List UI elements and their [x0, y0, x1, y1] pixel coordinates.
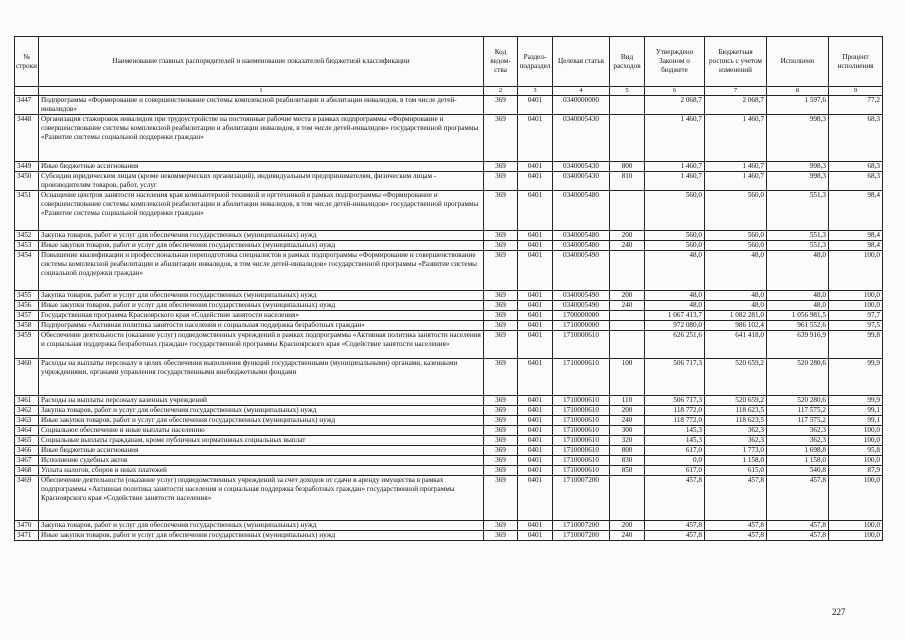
target-item: 0340000000 — [553, 96, 610, 115]
execution-percent: 68,3 — [829, 162, 883, 172]
item-name: Обеспечение деятельности (оказание услуг) подведомственных учреждений в рамках подпрограммы «Активная политика занятости населения и социальная поддержка безработных граждан» государственной программы Красноярского края «Содействие занятости населения» — [39, 331, 484, 359]
executed-amount: 457,8 — [767, 531, 829, 541]
execution-percent: 100,0 — [829, 456, 883, 466]
target-item: 0340005480 — [553, 241, 610, 251]
target-item: 0340005490 — [553, 291, 610, 301]
target-item: 1710000610 — [553, 426, 610, 436]
approved-amount: 1 460,7 — [645, 172, 705, 191]
item-name: Иные закупки товаров, работ и услуг для обеспечения государственных (муниципальных) нужд — [39, 531, 484, 541]
table-row — [15, 231, 883, 241]
header-percent: Процент исполнения — [829, 37, 883, 87]
section-code: 0401 — [518, 476, 553, 521]
executed-amount: 551,3 — [767, 231, 829, 241]
row-number: 3463 — [15, 416, 39, 426]
item-name: Повышение квалификации и профессиональная переподготовка специалистов в рамках подпрограммы «Формирование и совершенствование системы комплексной реабилитации и абилитации инвалидов, в том числе детей-инвалидов» государственной программы «Развитие системы социальной поддержки граждан» — [39, 251, 484, 291]
execution-percent: 100,0 — [829, 521, 883, 531]
column-number: 3 — [518, 87, 553, 96]
revised-amount: 2 068,7 — [705, 96, 767, 115]
item-name: Государственная программа Красноярского края «Содействие занятости населения» — [39, 311, 484, 321]
approved-amount: 145,3 — [645, 426, 705, 436]
approved-amount: 617,0 — [645, 446, 705, 456]
table-row — [15, 426, 883, 436]
expense-type: 810 — [610, 172, 645, 191]
execution-percent: 99,9 — [829, 359, 883, 396]
target-item: 1710000610 — [553, 331, 610, 359]
table-row — [15, 531, 883, 541]
row-number: 3454 — [15, 251, 39, 291]
target-item: 1710007200 — [553, 476, 610, 521]
table-row — [15, 251, 883, 291]
approved-amount: 145,3 — [645, 436, 705, 446]
approved-amount: 0,0 — [645, 456, 705, 466]
section-code: 0401 — [518, 396, 553, 406]
revised-amount: 1 460,7 — [705, 115, 767, 162]
table-body — [15, 96, 883, 541]
approved-amount: 457,8 — [645, 531, 705, 541]
expense-type — [610, 96, 645, 115]
header-executed: Исполнено — [767, 37, 829, 87]
section-code: 0401 — [518, 191, 553, 231]
execution-percent: 98,4 — [829, 241, 883, 251]
column-number — [15, 87, 39, 96]
executed-amount: 551,3 — [767, 241, 829, 251]
revised-amount: 362,3 — [705, 426, 767, 436]
table-row — [15, 521, 883, 531]
executed-amount: 457,8 — [767, 521, 829, 531]
execution-percent: 100,0 — [829, 426, 883, 436]
section-code: 0401 — [518, 331, 553, 359]
section-code: 0401 — [518, 311, 553, 321]
approved-amount: 560,0 — [645, 241, 705, 251]
approved-amount: 972 080,0 — [645, 321, 705, 331]
department-code: 369 — [484, 115, 518, 162]
column-number: 8 — [767, 87, 829, 96]
target-item: 1710007200 — [553, 521, 610, 531]
revised-amount: 520 659,2 — [705, 359, 767, 396]
column-number: 9 — [829, 87, 883, 96]
header-row-number: № строки — [15, 37, 39, 87]
section-code: 0401 — [518, 115, 553, 162]
table-row — [15, 172, 883, 191]
revised-amount: 118 623,5 — [705, 406, 767, 416]
row-number: 3451 — [15, 191, 39, 231]
row-number: 3467 — [15, 456, 39, 466]
department-code: 369 — [484, 521, 518, 531]
revised-amount: 1 460,7 — [705, 172, 767, 191]
target-item: 0340005480 — [553, 231, 610, 241]
executed-amount: 961 552,6 — [767, 321, 829, 331]
row-number: 3468 — [15, 466, 39, 476]
item-name: Закупка товаров, работ и услуг для обеспечения государственных (муниципальных) нужд — [39, 406, 484, 416]
section-code: 0401 — [518, 416, 553, 426]
department-code: 369 — [484, 406, 518, 416]
execution-percent: 99,1 — [829, 416, 883, 426]
item-name: Иные закупки товаров, работ и услуг для обеспечения государственных (муниципальных) нужд — [39, 416, 484, 426]
table-row — [15, 466, 883, 476]
execution-percent: 97,7 — [829, 311, 883, 321]
execution-percent: 100,0 — [829, 291, 883, 301]
execution-percent: 100,0 — [829, 531, 883, 541]
executed-amount: 520 280,6 — [767, 359, 829, 396]
column-number: 6 — [645, 87, 705, 96]
column-number: 2 — [484, 87, 518, 96]
target-item: 1710007200 — [553, 531, 610, 541]
executed-amount: 457,8 — [767, 476, 829, 521]
section-code: 0401 — [518, 436, 553, 446]
expense-type: 240 — [610, 241, 645, 251]
section-code: 0401 — [518, 466, 553, 476]
execution-percent: 77,2 — [829, 96, 883, 115]
section-code: 0401 — [518, 531, 553, 541]
execution-percent: 95,8 — [829, 446, 883, 456]
revised-amount: 560,0 — [705, 241, 767, 251]
row-number: 3456 — [15, 301, 39, 311]
row-number: 3459 — [15, 331, 39, 359]
target-item: 1710000000 — [553, 321, 610, 331]
executed-amount: 117 575,2 — [767, 416, 829, 426]
row-number: 3448 — [15, 115, 39, 162]
revised-amount: 362,3 — [705, 436, 767, 446]
approved-amount: 457,8 — [645, 476, 705, 521]
target-item: 1710000610 — [553, 406, 610, 416]
row-number: 3464 — [15, 426, 39, 436]
department-code: 369 — [484, 476, 518, 521]
table-row — [15, 476, 883, 521]
table-row — [15, 436, 883, 446]
execution-percent: 99,9 — [829, 396, 883, 406]
section-code: 0401 — [518, 456, 553, 466]
header-expense-type: Вид расходов — [610, 37, 645, 87]
section-code: 0401 — [518, 251, 553, 291]
execution-percent: 98,4 — [829, 231, 883, 241]
row-number: 3469 — [15, 476, 39, 521]
department-code: 369 — [484, 466, 518, 476]
approved-amount: 118 772,0 — [645, 406, 705, 416]
execution-percent: 99,8 — [829, 331, 883, 359]
approved-amount: 1 460,7 — [645, 115, 705, 162]
table-row — [15, 162, 883, 172]
approved-amount: 1 067 413,7 — [645, 311, 705, 321]
executed-amount: 117 575,2 — [767, 406, 829, 416]
expense-type: 200 — [610, 291, 645, 301]
item-name: Организация стажировок инвалидов при трудоустройстве на постоянные рабочие места в рамках подпрограммы «Формирование и совершенствование системы комплексной реабилитации и абилитации инвалидов, в том числе детей-инвалидов» государственной программы «Развитие системы социальной поддержки граждан» — [39, 115, 484, 162]
item-name: Социальные выплаты гражданам, кроме публичных нормативных социальных выплат — [39, 436, 484, 446]
header-target-item: Целевая статья — [553, 37, 610, 87]
revised-amount: 1 460,7 — [705, 162, 767, 172]
section-code: 0401 — [518, 406, 553, 416]
executed-amount: 48,0 — [767, 291, 829, 301]
approved-amount: 617,0 — [645, 466, 705, 476]
expense-type — [610, 331, 645, 359]
expense-type: 200 — [610, 231, 645, 241]
expense-type: 300 — [610, 426, 645, 436]
target-item: 1710000610 — [553, 466, 610, 476]
department-code: 369 — [484, 531, 518, 541]
header-department-code: Код ведом-ства — [484, 37, 518, 87]
row-number: 3449 — [15, 162, 39, 172]
section-code: 0401 — [518, 426, 553, 436]
department-code: 369 — [484, 231, 518, 241]
table-row — [15, 396, 883, 406]
revised-amount: 520 659,2 — [705, 396, 767, 406]
target-item: 0340005490 — [553, 251, 610, 291]
item-name: Исполнение судебных актов — [39, 456, 484, 466]
executed-amount: 1 597,6 — [767, 96, 829, 115]
item-name: Субсидии юридическим лицам (кроме некоммерческих организаций), индивидуальным предпринимателям, физическим лицам - производителям товаров, работ, услуг — [39, 172, 484, 191]
row-number: 3462 — [15, 406, 39, 416]
column-number-row — [15, 87, 883, 96]
item-name: Иные бюджетные ассигнования — [39, 446, 484, 456]
row-number: 3470 — [15, 521, 39, 531]
target-item: 1710000610 — [553, 446, 610, 456]
executed-amount: 1 056 981,5 — [767, 311, 829, 321]
expense-type: 320 — [610, 436, 645, 446]
execution-percent: 100,0 — [829, 436, 883, 446]
executed-amount: 998,3 — [767, 115, 829, 162]
department-code: 369 — [484, 331, 518, 359]
department-code: 369 — [484, 456, 518, 466]
revised-amount: 48,0 — [705, 291, 767, 301]
expense-type — [610, 311, 645, 321]
section-code: 0401 — [518, 521, 553, 531]
table-row — [15, 291, 883, 301]
row-number: 3461 — [15, 396, 39, 406]
expense-type: 850 — [610, 466, 645, 476]
table-row — [15, 301, 883, 311]
table-row — [15, 359, 883, 396]
expense-type: 110 — [610, 396, 645, 406]
section-code: 0401 — [518, 446, 553, 456]
executed-amount: 1 158,0 — [767, 456, 829, 466]
target-item: 0340005480 — [553, 191, 610, 231]
executed-amount: 48,0 — [767, 301, 829, 311]
department-code: 369 — [484, 251, 518, 291]
execution-percent: 68,3 — [829, 115, 883, 162]
target-item: 0340005430 — [553, 172, 610, 191]
header-name: Наименование главных распорядителей и наименование показателей бюджетной классификации — [39, 37, 484, 87]
table-row — [15, 456, 883, 466]
target-item: 0340005430 — [553, 162, 610, 172]
row-number: 3457 — [15, 311, 39, 321]
column-number: 7 — [705, 87, 767, 96]
target-item: 1710000610 — [553, 359, 610, 396]
execution-percent: 100,0 — [829, 476, 883, 521]
section-code: 0401 — [518, 291, 553, 301]
revised-amount: 615,0 — [705, 466, 767, 476]
approved-amount: 626 251,6 — [645, 331, 705, 359]
header-approved: Утверждено Законом о бюджете — [645, 37, 705, 87]
revised-amount: 986 102,4 — [705, 321, 767, 331]
expense-type — [610, 191, 645, 231]
section-code: 0401 — [518, 162, 553, 172]
approved-amount: 560,0 — [645, 231, 705, 241]
revised-amount: 1 773,0 — [705, 446, 767, 456]
approved-amount: 48,0 — [645, 251, 705, 291]
revised-amount: 457,8 — [705, 531, 767, 541]
department-code: 369 — [484, 446, 518, 456]
item-name: Закупка товаров, работ и услуг для обеспечения государственных (муниципальных) нужд — [39, 291, 484, 301]
row-number: 3471 — [15, 531, 39, 541]
expense-type: 100 — [610, 359, 645, 396]
section-code: 0401 — [518, 172, 553, 191]
row-number: 3460 — [15, 359, 39, 396]
table-row — [15, 331, 883, 359]
approved-amount: 1 460,7 — [645, 162, 705, 172]
executed-amount: 48,0 — [767, 251, 829, 291]
approved-amount: 118 772,0 — [645, 416, 705, 426]
row-number: 3458 — [15, 321, 39, 331]
approved-amount: 2 068,7 — [645, 96, 705, 115]
revised-amount: 641 418,0 — [705, 331, 767, 359]
department-code: 369 — [484, 426, 518, 436]
section-code: 0401 — [518, 241, 553, 251]
item-name: Подпрограмма «Активная политика занятости населения и социальная поддержка безработных граждан» — [39, 321, 484, 331]
department-code: 369 — [484, 162, 518, 172]
header-section: Раздел-подраздел — [518, 37, 553, 87]
department-code: 369 — [484, 416, 518, 426]
target-item: 1710000610 — [553, 416, 610, 426]
executed-amount: 998,3 — [767, 172, 829, 191]
row-number: 3465 — [15, 436, 39, 446]
revised-amount: 1 082 281,0 — [705, 311, 767, 321]
expense-type: 240 — [610, 416, 645, 426]
section-code: 0401 — [518, 359, 553, 396]
department-code: 369 — [484, 191, 518, 231]
approved-amount: 457,8 — [645, 521, 705, 531]
item-name: Расходы на выплаты персоналу в целях обеспечения выполнения функций государственными (муниципальными) органами, казенными учреждениями, органами управления государственными внебюджетными фондами — [39, 359, 484, 396]
expense-type: 200 — [610, 406, 645, 416]
execution-percent: 68,3 — [829, 172, 883, 191]
table-row — [15, 446, 883, 456]
executed-amount: 540,8 — [767, 466, 829, 476]
target-item: 0340005430 — [553, 115, 610, 162]
column-number: 5 — [610, 87, 645, 96]
expense-type — [610, 476, 645, 521]
page-number: 227 — [832, 607, 846, 617]
table-row — [15, 311, 883, 321]
department-code: 369 — [484, 359, 518, 396]
table-row — [15, 241, 883, 251]
item-name: Закупка товаров, работ и услуг для обеспечения государственных (муниципальных) нужд — [39, 521, 484, 531]
header-revised: Бюджетная роспись с учетом изменений — [705, 37, 767, 87]
department-code: 369 — [484, 321, 518, 331]
revised-amount: 48,0 — [705, 251, 767, 291]
table-row — [15, 406, 883, 416]
expense-type: 200 — [610, 521, 645, 531]
executed-amount: 1 698,8 — [767, 446, 829, 456]
revised-amount: 48,0 — [705, 301, 767, 311]
revised-amount: 118 623,5 — [705, 416, 767, 426]
expense-type: 240 — [610, 531, 645, 541]
execution-percent: 97,5 — [829, 321, 883, 331]
department-code: 369 — [484, 96, 518, 115]
row-number: 3455 — [15, 291, 39, 301]
target-item: 1710000610 — [553, 456, 610, 466]
column-number: 1 — [39, 87, 484, 96]
approved-amount: 506 717,3 — [645, 359, 705, 396]
item-name: Оснащение центров занятости населения края компьютерной техникой и оргтехникой в рамках подпрограммы «Формирование и совершенствование системы комплексной реабилитации и абилитации инвалидов, в том числе детей-инвалидов» государственной программы «Развитие системы социальной поддержки граждан» — [39, 191, 484, 231]
expense-type: 240 — [610, 301, 645, 311]
revised-amount: 1 158,0 — [705, 456, 767, 466]
revised-amount: 457,8 — [705, 476, 767, 521]
expense-type: 800 — [610, 162, 645, 172]
item-name: Подпрограмма «Формирование и совершенствование системы комплексной реабилитации и абилитации инвалидов, в том числе детей-инвалидов» — [39, 96, 484, 115]
revised-amount: 560,0 — [705, 231, 767, 241]
department-code: 369 — [484, 311, 518, 321]
table-row — [15, 96, 883, 115]
expense-type — [610, 321, 645, 331]
executed-amount: 362,3 — [767, 436, 829, 446]
section-code: 0401 — [518, 321, 553, 331]
department-code: 369 — [484, 172, 518, 191]
item-name: Иные закупки товаров, работ и услуг для обеспечения государственных (муниципальных) нужд — [39, 241, 484, 251]
target-item: 1710000610 — [553, 436, 610, 446]
department-code: 369 — [484, 436, 518, 446]
item-name: Расходы на выплаты персоналу казенных учреждений — [39, 396, 484, 406]
approved-amount: 48,0 — [645, 291, 705, 301]
row-number: 3466 — [15, 446, 39, 456]
item-name: Иные закупки товаров, работ и услуг для обеспечения государственных (муниципальных) нужд — [39, 301, 484, 311]
table-row — [15, 321, 883, 331]
approved-amount: 560,0 — [645, 191, 705, 231]
section-code: 0401 — [518, 301, 553, 311]
execution-percent: 87,9 — [829, 466, 883, 476]
department-code: 369 — [484, 241, 518, 251]
executed-amount: 639 916,9 — [767, 331, 829, 359]
execution-percent: 98,4 — [829, 191, 883, 231]
expense-type: 800 — [610, 446, 645, 456]
item-name: Иные бюджетные ассигнования — [39, 162, 484, 172]
expense-type: 830 — [610, 456, 645, 466]
expense-type — [610, 251, 645, 291]
executed-amount: 362,3 — [767, 426, 829, 436]
column-number: 4 — [553, 87, 610, 96]
execution-percent: 100,0 — [829, 251, 883, 291]
execution-percent: 99,1 — [829, 406, 883, 416]
target-item: 1700000000 — [553, 311, 610, 321]
approved-amount: 48,0 — [645, 301, 705, 311]
department-code: 369 — [484, 301, 518, 311]
department-code: 369 — [484, 396, 518, 406]
department-code: 369 — [484, 291, 518, 301]
section-code: 0401 — [518, 231, 553, 241]
row-number: 3453 — [15, 241, 39, 251]
executed-amount: 551,3 — [767, 191, 829, 231]
budget-table — [14, 36, 883, 541]
table-row — [15, 115, 883, 162]
revised-amount: 560,0 — [705, 191, 767, 231]
item-name: Обеспечение деятельности (оказание услуг) подведомственных учреждений за счет доходов от сдачи в аренду имущества в рамках подпрограммы «Активная политика занятости населения и социальная поддержка безработных граждан» государственной программы Красноярского края «Содействие занятости населения» — [39, 476, 484, 521]
expense-type — [610, 115, 645, 162]
executed-amount: 520 280,6 — [767, 396, 829, 406]
item-name: Закупка товаров, работ и услуг для обеспечения государственных (муниципальных) нужд — [39, 231, 484, 241]
item-name: Уплата налогов, сборов и иных платежей — [39, 466, 484, 476]
item-name: Социальное обеспечение и иные выплаты населению — [39, 426, 484, 436]
target-item: 0340005490 — [553, 301, 610, 311]
row-number: 3452 — [15, 231, 39, 241]
table-row — [15, 416, 883, 426]
row-number: 3447 — [15, 96, 39, 115]
table-row — [15, 191, 883, 231]
revised-amount: 457,8 — [705, 521, 767, 531]
executed-amount: 998,3 — [767, 162, 829, 172]
approved-amount: 506 717,3 — [645, 396, 705, 406]
row-number: 3450 — [15, 172, 39, 191]
execution-percent: 100,0 — [829, 301, 883, 311]
section-code: 0401 — [518, 96, 553, 115]
target-item: 1710000610 — [553, 396, 610, 406]
